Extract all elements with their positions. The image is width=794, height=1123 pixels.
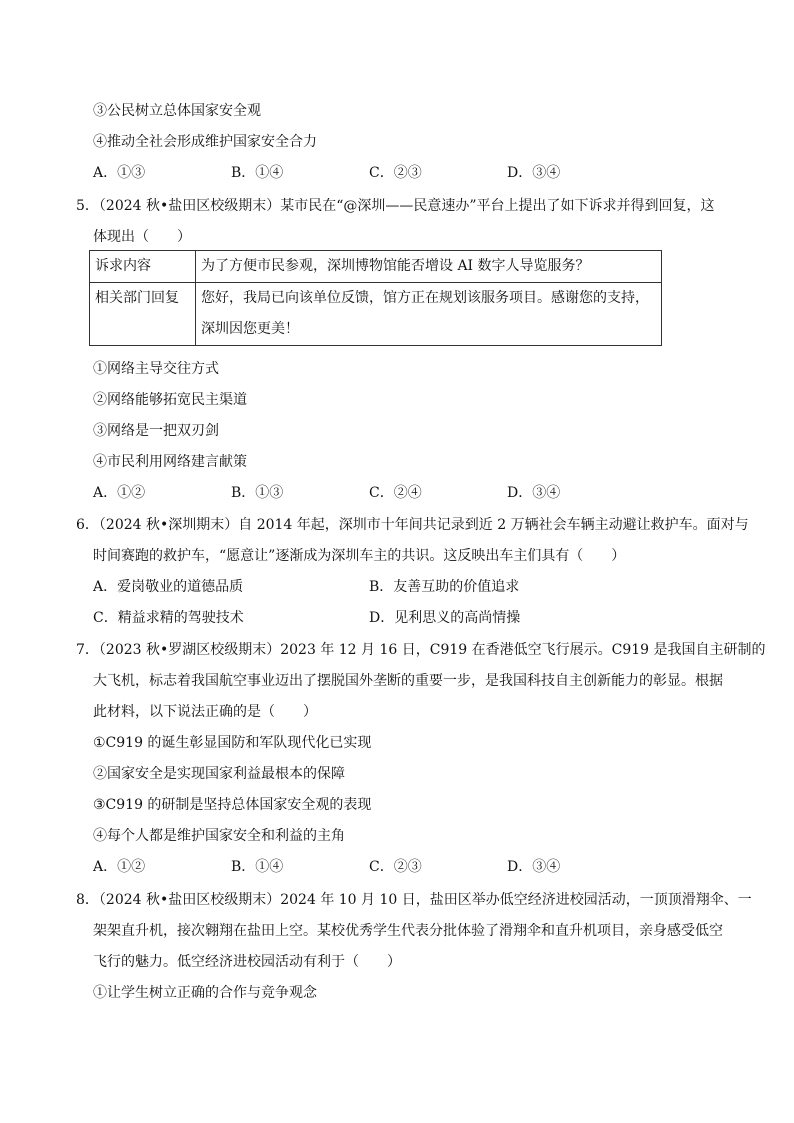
q5-appeal-table [89,250,662,346]
q4-option-d: D．③④ [507,165,561,181]
q4-options [93,163,693,183]
q6-option-c: C．精益求精的驾驶技术 [93,610,244,626]
q7-options [93,857,693,877]
q6-option-b: B．友善互助的价值追求 [369,579,520,595]
q8-stem-line-1: 8．（2024 秋•盐田区校级期末）2024 年 10 月 10 日，盐田区举办低空经济进校园活动，一顶顶滑翔伞、一 [76,892,752,908]
q7-stem-line-2: 大飞机，标志着我国航空事业迈出了摆脱国外垄断的重要一步，是我国科技自主创新能力的彰显。根据 [93,673,723,689]
q5-table-value-reply: 您好，我局已向该单位反馈，馆方正在规划该服务项目。感谢您的支持，深圳因您更美！ [196,283,662,346]
q7-stem-line-3: 此材料，以下说法正确的是（ ） [93,704,317,720]
q5-option-a: A．①② [93,485,146,501]
q7-option-b: B．①④ [231,859,284,875]
q4-option-b: B．①④ [231,165,284,181]
q5-item-4: ④市民利用网络建言献策 [93,454,247,470]
q7-item-3: ③C919 的研制是坚持总体国家安全观的表现 [93,797,372,813]
q5-table-label-appeal: 诉求内容 [90,251,196,283]
q6-option-a: A．爱岗敬业的道德品质 [93,579,244,595]
q7-option-a: A．①② [93,859,146,875]
q4-item-3: ③公民树立总体国家安全观 [93,103,261,119]
q5-table-value-appeal: 为了方便市民参观，深圳博物馆能否增设 AI 数字人导览服务？ [196,251,662,283]
q6-stem-line-2: 时间赛跑的救护车，“愿意让”逐渐成为深圳车主的共识。这反映出车主们具有（ ） [93,548,626,564]
q5-option-d: D．③④ [507,485,561,501]
q7-option-d: D．③④ [507,859,561,875]
q8-stem-line-2: 架架直升机，接次翱翔在盐田上空。某校优秀学生代表分批体验了滑翔伞和直升机项目，亲身感受低空 [93,923,723,939]
q8-stem-line-3: 飞行的魅力。低空经济进校园活动有利于（ ） [93,954,401,970]
q5-option-b: B．①③ [231,485,284,501]
q5-item-1: ①网络主导交往方式 [93,361,219,377]
q5-table-label-reply: 相关部门回复 [90,283,196,346]
q7-item-4: ④每个人都是维护国家安全和利益的主角 [93,828,345,844]
q5-stem-line-1: 5．（2024 秋•盐田区校级期末）某市民在“@深圳——民意速办”平台上提出了如下诉求并得到回复，这 [76,198,715,214]
q5-stem-line-2: 体现出（ ） [93,229,191,245]
q6-options-row-2 [93,608,693,628]
q5-options [93,483,693,503]
q6-stem-line-1: 6．（2024 秋•深圳期末）自 2014 年起，深圳市十年间共记录到近 2 万辆社会车辆主动避让救护车。面对与 [76,517,749,533]
q4-option-a: A．①③ [93,165,146,181]
q6-options-row-1 [93,577,693,597]
q7-item-1: ①C919 的诞生彰显国防和军队现代化已实现 [93,735,372,751]
q4-item-4: ④推动全社会形成维护国家安全合力 [93,134,317,150]
q5-table-row-reply [90,283,662,346]
q5-item-2: ②网络能够拓宽民主渠道 [93,392,247,408]
q5-table-row-appeal [90,251,662,283]
q7-stem-line-1: 7．（2023 秋•罗湖区校级期末）2023 年 12 月 16 日，C919 在香港低空飞行展示。C919 是我国自主研制的 [76,642,766,658]
q4-option-c: C．②③ [369,165,422,181]
q6-option-d: D．见利思义的高尚情操 [369,610,521,626]
q5-option-c: C．②④ [369,485,422,501]
q5-item-3: ③网络是一把双刃剑 [93,423,219,439]
q8-item-1: ①让学生树立正确的合作与竞争观念 [93,985,317,1001]
q7-item-2: ②国家安全是实现国家利益最根本的保障 [93,766,345,782]
q7-option-c: C．②③ [369,859,422,875]
